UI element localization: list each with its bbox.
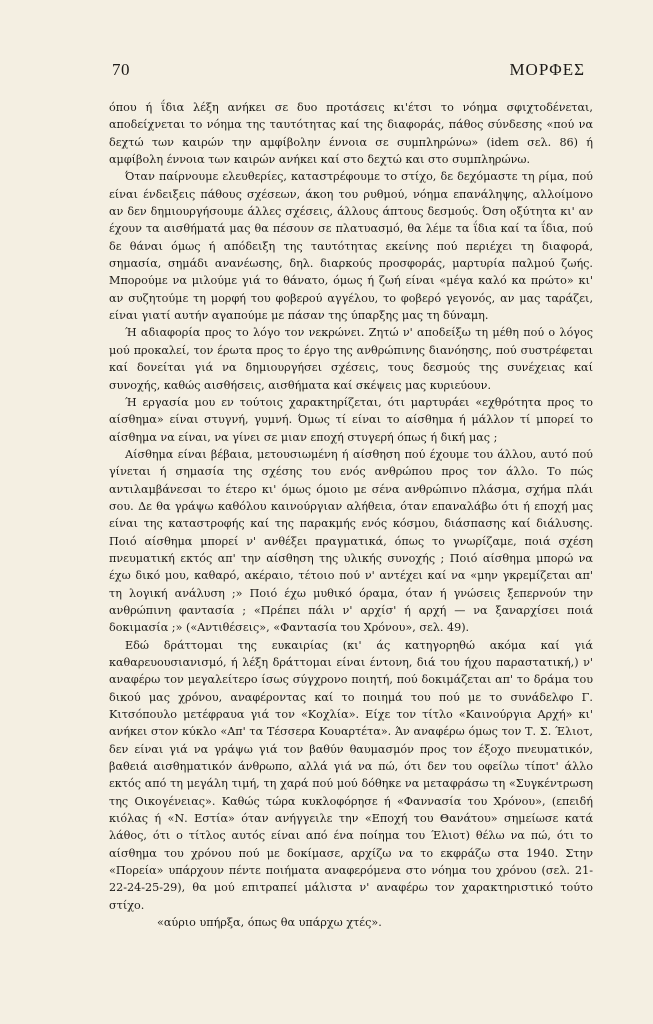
paragraph-liberties: Όταν παίρνουμε ελευθερίες, καταστρέφουμε το στίχο, δε δεχόμαστε τη ρίμα, πού είναι ένδειξεις πάθους σχέσεων, άκοη του ρυθμού, νόημα επανάληψης, αλλοίμονο αν δεν δημιουργήσουμε άλλες σχέσεις, άλλους άπτους δεσμούς. Όση οξύτητα κι' αν έχουν τα αισθήματά μας θα πέσουν σε πλατυασμό, θα λέμε τα ΐδια καί τα ΐδια, πού δε θάναι όμως ή απόδειξη της ταυτότητας εκείνης πού περιέχει τη διαφορά, σημασία, σημάδι ανανέωσης, δηλ. διαρκούς προσφοράς, μαρτυρία παλμού ζωής. Μπορούμε να μιλούμε γιά το θάνατο, όμως ή ζωή είναι «μέγα καλό κα πρώτο» κι' αν συζητούμε τη μορφή του φοβερού αγγέλου, το φοβερό γεγονός, αν μας ταράζει, είναι γιατί αυτήν αγαπούμε με πάσαν της ύπαρξης μας τη δύναμη. bbox=[109, 170, 593, 323]
running-title: ΜΟΡΦΕΣ bbox=[509, 60, 585, 79]
paragraph-eliot: Εδώ δράττομαι της ευκαιρίας (κι' άς κατηγορηθώ ακόμα καί γιά καθαρευουσιανισμό, ή λέξη δράττομαι είναι έντονη, διά του ήχου παραστατική,) ν' αναφέρω τον μεγαλείτερο ίσως σύγχρονο ποιητή, πού δοκιμάζεται απ' το δράμα του δικού μας χρόνου, αναφέροντας καί το ποιημά του πού με το συνάδελφο Γ. Κιτσόπουλο μετέφραυα γιά τον «Κοχλία». Είχε τον τίτλο «Καινούργια Αρχή» κι' ανήκει στον κύκλο «Απ' τα Τέσσερα Κουαρτέτα». Άν αναφέρω όμως τον Τ. Σ. Έλιοτ, δεν είναι γιά να γράψω γιά τον βαθύν θαυμασμόν προς τον έξοχο πνευματικόν, βαθειά αισθηματικόν άνθρωπο, αλλά γιά να πώ, ότι δεν του οφείλω τίποτ' άλλο εκτός από τη μεγάλη τιμή, τη χαρά πού μού δόθηκε να μεταφράσω τη «Συγκέντρωση της Οικογένειας». Καθώς τώρα κυκλοφόρησε ή «Φαννασία του Χρόνου», (επειδή κιόλας ή «Ν. Εστία» όταν ανήγγειλε την «Εποχή του Θανάτου» σημείωσε κατά λάθος, ότι ο τίτλος αυτός είναι από ένα ποίημα του Έλιοτ) θέλω να πώ, ότι το αίσθημα του χρόνου πού με δοκίμασε, αρχίζω να το εκφράζω στα 1940. Στην «Πορεία» υπάρχουν πέντε ποιήματα αναφερόμενα στο νόημα του χρόνου (σελ. 21-22-24-25-29), θα μού επιτραπεί μάλιστα ν' αναφέρω τον χαρακτηριστικό τούτο στίχο. bbox=[109, 638, 593, 912]
paragraph-work-characterized: Ή εργασία μου εν τούτοις χαρακτηρίζεται, ότι μαρτυράει «εχθρότητα προς το αίσθημα» είναι στυγνή, γυμνή. Όμως τί είναι το αίσθημα ή μάλλον τί μπορεί το αίσθημα να είναι, να γίνει σε μιαν εποχή στυγερή όπως ή δική μας ; bbox=[109, 395, 593, 444]
page-header bbox=[112, 60, 585, 82]
body-text bbox=[109, 99, 593, 932]
paragraph-indifference: Ή αδιαφορία προς το λόγο τον νεκρώνει. Ζητώ ν' αποδείξω τη μέθη πού ο λόγος μού προκαλεί, τον έρωτα προς το έργο της ανθρώπινης διανόησης, πού συστρέφεται καί δονείται γιά να δημιουργήσει σχέσεις, τους δεσμούς της συνέχειας καί συνοχής, καθώς αισθήσεις, αισθήματα καί σκέψεις μας κυριεύουν. bbox=[109, 326, 593, 392]
paragraph-feeling-defined: Αίσθημα είναι βέβαια, μετουσιωμένη ή αίσθηση πού έχουμε του άλλου, αυτό πού γίνεται ή σημασία της σχέσης του ενός ανθρώπου προς τον άλλο. Το πώς αντιλαμβάνεσαι το έτερο κι' όμως όμοιο με σένα ανθρώπινο πλάσμα, σχήμα πλάι σου. Δε θα γράψω καθόλου καινούργιαν αλήθεια, όταν επαναλάβω ότι ή εποχή μας είναι της καταστροφής καί της παρακμής ενός κόσμου, διάσπασης καί διάλυσης. Ποιό αίσθημα μπορεί ν' ανθέξει πραγματικά, όπως το γνωρίζαμε, ποιά σχέση πνευματική εκτός απ' την αίσθηση της υλικής συνοχής ; Ποιό αίσθημα μπορώ να έχω δικό μου, καθαρό, ακέραιο, τέτοιο πού ν' αντέχει καί να «μην γκρεμίζεται απ' τη λογική ανάλυση ;» Ποιό έχω μυθικό όραμα, όταν ή γνώσεις ξεπερνούν την ανθρώπινη φαντασία ; «Πρέπει πάλι ν' αρχίσ' ή αρχή — να ξαναρχίσει ποιά δοκιμασία ;» («Αντιθέσεις», «Φαντασία του Χρόνου», σελ. 49). bbox=[109, 447, 593, 635]
paragraph-continuation: όπου ή ΐδια λέξη ανήκει σε δυο προτάσεις κι'έτσι το νόημα σφιχτοδένεται, αποδείχνεται το νόημα της ταυτότητας καί της διαφοράς, πάθος σύνδεσης «πού να δεχτώ των καιρών την αμφίβολην έννοια σε συμπληρώνω» (idem σελ. 86) ή αμφίβολη έννοια των καιρών ανήκει καί στο δεχτώ και στο συμπληρώνω. bbox=[109, 101, 593, 167]
page-number: 70 bbox=[112, 60, 130, 79]
quoted-verse: «αύριο υπήρξα, όπως θα υπάρχω χτές». bbox=[157, 916, 382, 930]
